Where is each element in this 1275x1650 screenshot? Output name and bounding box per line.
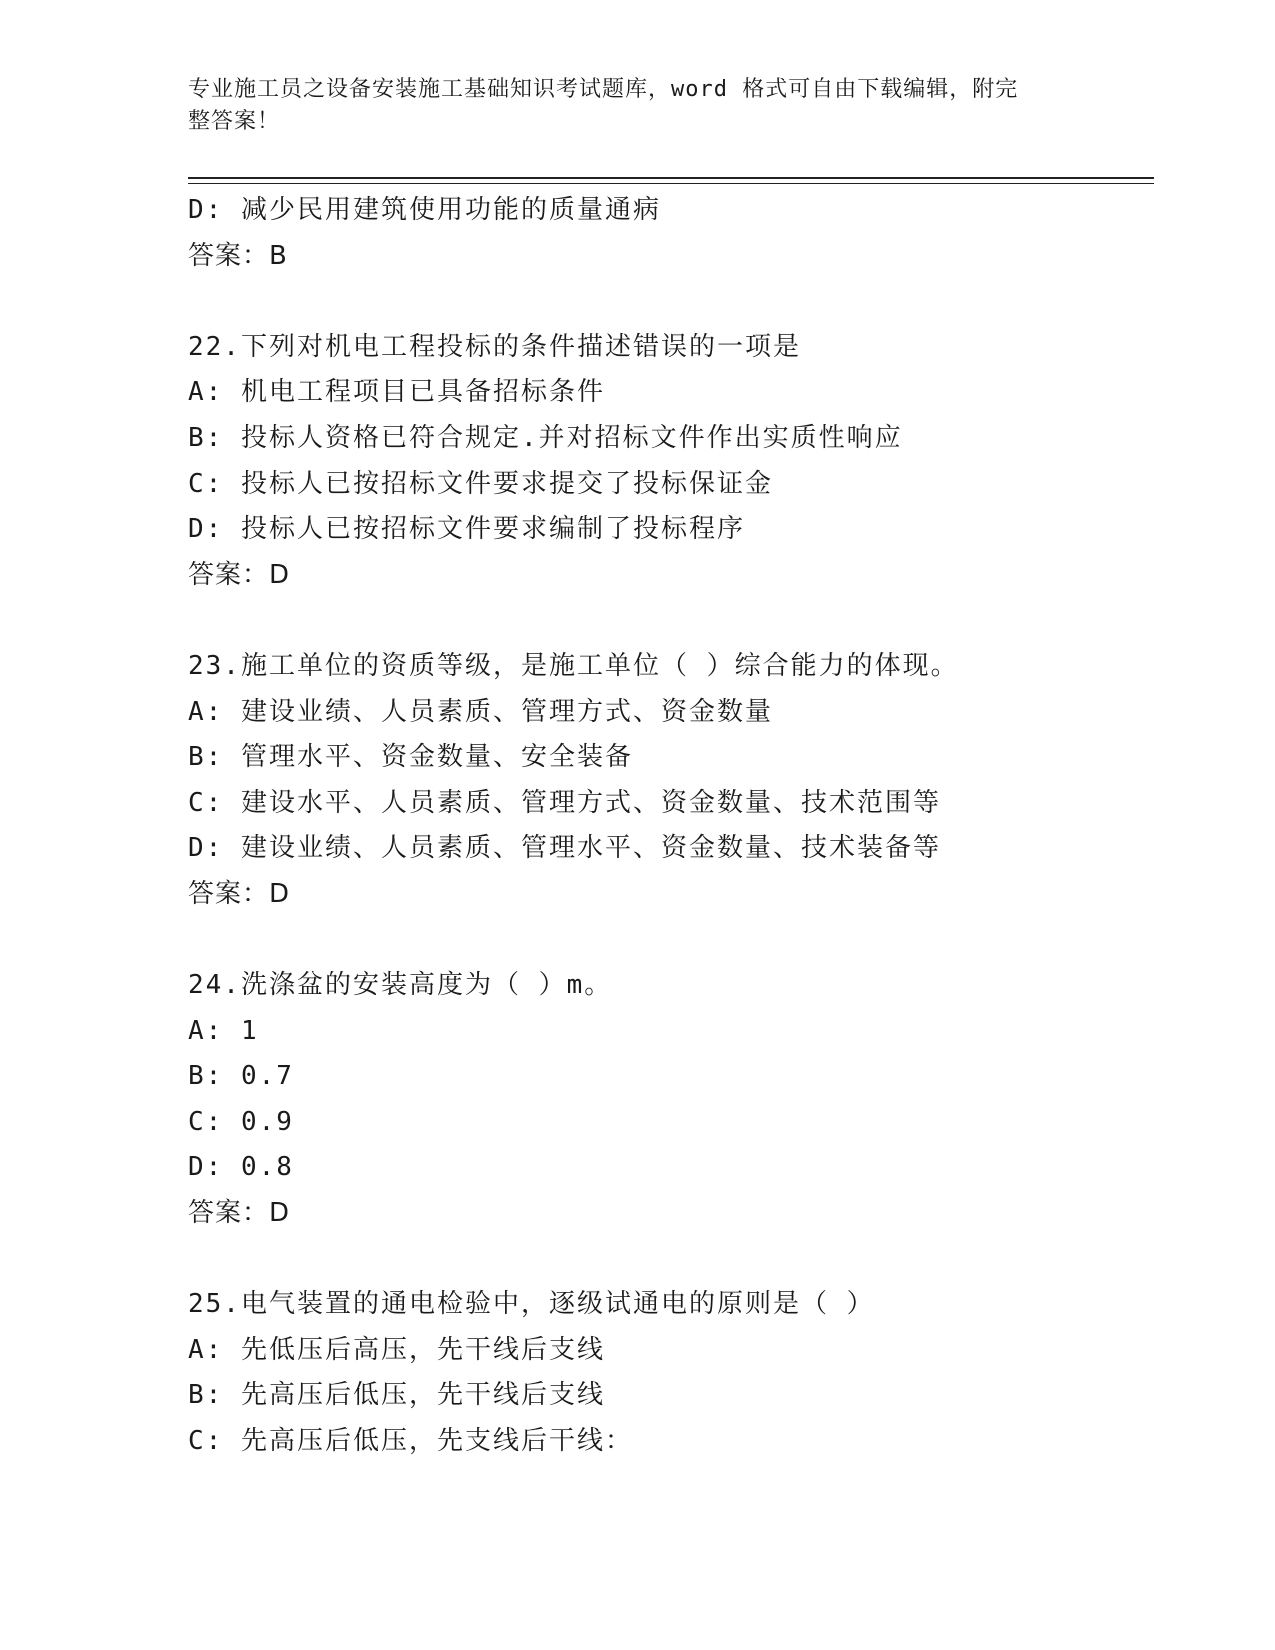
question-block-continued (188, 188, 1154, 279)
document-header (188, 74, 1088, 138)
answer-line: 答案：B (188, 240, 288, 271)
option-c: C: 先高压后低压，先支线后干线： (188, 1426, 633, 1457)
option-a: A: 先低压后高压，先干线后支线 (188, 1334, 605, 1365)
question-block-22 (188, 325, 1154, 599)
option-c: C: 建设水平、人员素质、管理方式、资金数量、技术范围等 (188, 787, 941, 818)
option-a: A: 1 (188, 1015, 259, 1046)
question-block-23 (188, 644, 1154, 918)
answer-line: 答案：D (188, 559, 291, 590)
option-b: B: 0.7 (188, 1061, 294, 1092)
option-d: D: 建设业绩、人员素质、管理水平、资金数量、技术装备等 (188, 833, 941, 864)
question-content (188, 188, 1154, 1465)
spacer (188, 1237, 1154, 1283)
header-rule-thick (188, 177, 1154, 179)
question-text: 23.施工单位的资质等级，是施工单位（ ）综合能力的体现。 (188, 650, 959, 681)
option-a: A: 机电工程项目已具备招标条件 (188, 377, 605, 408)
question-text: 25.电气装置的通电检验中，逐级试通电的原则是（ ） (188, 1289, 875, 1320)
option-c: C: 0.9 (188, 1106, 294, 1137)
option-b: B: 投标人资格已符合规定.并对招标文件作出实质性响应 (188, 422, 903, 453)
answer-line: 答案：D (188, 878, 291, 909)
question-text: 24.洗涤盆的安装高度为（ ）m。 (188, 970, 613, 1001)
question-text: 22.下列对机电工程投标的条件描述错误的一项是 (188, 331, 801, 362)
answer-line: 答案：D (188, 1198, 291, 1229)
question-block-25 (188, 1282, 1154, 1464)
spacer (188, 918, 1154, 964)
option-c: C: 投标人已按招标文件要求提交了投标保证金 (188, 468, 773, 499)
header-line-1: 专业施工员之设备安装施工基础知识考试题库，word 格式可自由下载编辑，附完 (188, 77, 1019, 102)
option-b: B: 先高压后低压，先干线后支线 (188, 1380, 605, 1411)
option-a: A: 建设业绩、人员素质、管理方式、资金数量 (188, 696, 773, 727)
question-block-24 (188, 963, 1154, 1237)
option-d: D: 减少民用建筑使用功能的质量通病 (188, 195, 661, 225)
option-d: D: 0.8 (188, 1152, 294, 1183)
spacer (188, 598, 1154, 644)
option-b: B: 管理水平、资金数量、安全装备 (188, 742, 633, 773)
header-line-2: 整答案！ (188, 109, 281, 134)
option-d: D: 投标人已按招标文件要求编制了投标程序 (188, 514, 745, 545)
spacer (188, 279, 1154, 325)
header-rule-thin (188, 183, 1154, 184)
